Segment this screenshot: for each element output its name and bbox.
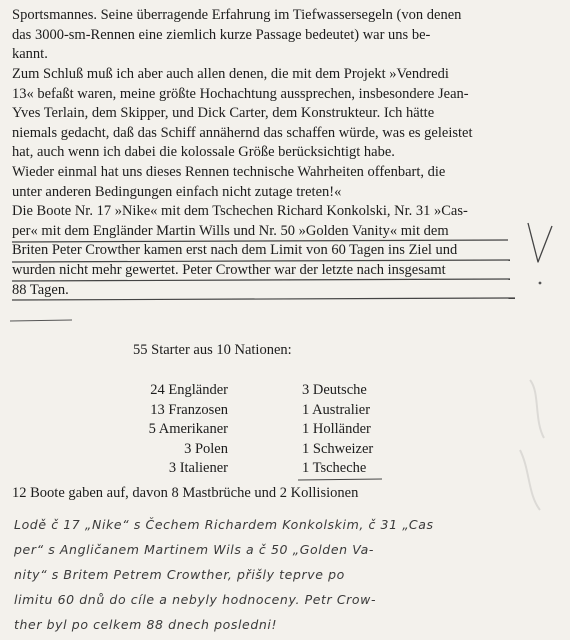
- pencil-underline: [12, 279, 510, 281]
- pencil-underline: [10, 320, 72, 321]
- nation-entry: 5 Amerikaner: [148, 421, 228, 437]
- summary-line: 12 Boote gaben auf, davon 8 Mastbrüche und 2 Kollisionen: [12, 485, 359, 501]
- nation-entry: 1 Schweizer: [302, 440, 374, 457]
- text-line: unter anderen Bedingungen einfach nicht zutage treten!«: [12, 183, 342, 200]
- text-line: Yves Terlain, dem Skipper, und Dick Carter, dem Konstrukteur. Ich hätte: [12, 105, 435, 122]
- text-line: wurden nicht mehr gewertet. Peter Crowther war der letzte nach insgesamt: [12, 261, 446, 278]
- text-line: das 3000-sm-Rennen eine ziemlich kurze Passage bedeutet) war uns be-: [12, 26, 431, 43]
- nation-entry: 3 Polen: [184, 440, 228, 457]
- pencil-underline: [12, 260, 510, 262]
- text-line: Briten Peter Crowther kamen erst nach dem Limit von 60 Tagen ins Ziel und: [12, 242, 458, 259]
- page-bleed-through: [520, 380, 544, 510]
- text-line: Zum Schluß muß ich aber auch allen denen, die mit dem Projekt »Vendredi: [12, 66, 449, 82]
- nation-entry: 1 Australier: [302, 401, 371, 418]
- stats-title: 55 Starter aus 10 Nationen:: [133, 342, 292, 358]
- pencil-underline: [12, 240, 508, 242]
- nation-entry: 1 Tscheche: [302, 460, 367, 476]
- text-line: niemals gedacht, daß das Schiff annähernd das schaffen würde, was es geleistet: [12, 124, 473, 141]
- text-line: hat, auch wenn ich dabei die kolossale Größe berücksichtigt habe.: [12, 144, 395, 161]
- handwritten-line: ther byl po celkem 88 dnech posledni!: [14, 617, 278, 632]
- pencil-underline: [12, 298, 515, 300]
- text-line: Sportsmannes. Seine überragende Erfahrung im Tiefwassersegeln (von denen: [12, 7, 462, 23]
- text-line: kannt.: [12, 46, 48, 63]
- handwritten-line: Lodě č 17 „Nike“ s Čechem Richardem Konkolskim, č 31 „Cas: [14, 517, 434, 532]
- margin-check-mark-icon: [528, 223, 552, 262]
- handwritten-line: limitu 60 dnů do cíle a nebyly hodnoceny. Petr Crow-: [14, 592, 377, 607]
- text-line: Die Boote Nr. 17 »Nike« mit dem Tschechen Richard Konkolski, Nr. 31 »Cas-: [12, 203, 468, 220]
- handwritten-line: per“ s Angličanem Martinem Wils a č 50 „Golden Va-: [14, 542, 374, 557]
- text-line: 88 Tagen.: [12, 281, 69, 298]
- nation-entry: 3 Deutsche: [302, 382, 367, 398]
- nation-entry: 1 Holländer: [302, 421, 371, 437]
- margin-dot: [539, 282, 542, 285]
- nation-entry: 13 Franzosen: [150, 401, 228, 418]
- pencil-underline: [298, 479, 382, 480]
- nation-entry: 24 Engländer: [150, 382, 228, 398]
- text-line: 13« befaßt waren, meine größte Hochachtung aussprechen, insbesondere Jean-: [12, 85, 469, 102]
- nation-entry: 3 Italiener: [168, 460, 228, 476]
- handwritten-line: nity“ s Britem Petrem Crowther, přišly teprve po: [14, 567, 345, 582]
- text-line: per« mit dem Engländer Martin Wills und Nr. 50 »Golden Vanity« mit dem: [12, 222, 449, 239]
- text-line: Wieder einmal hat uns dieses Rennen technische Wahrheiten offenbart, die: [12, 163, 446, 180]
